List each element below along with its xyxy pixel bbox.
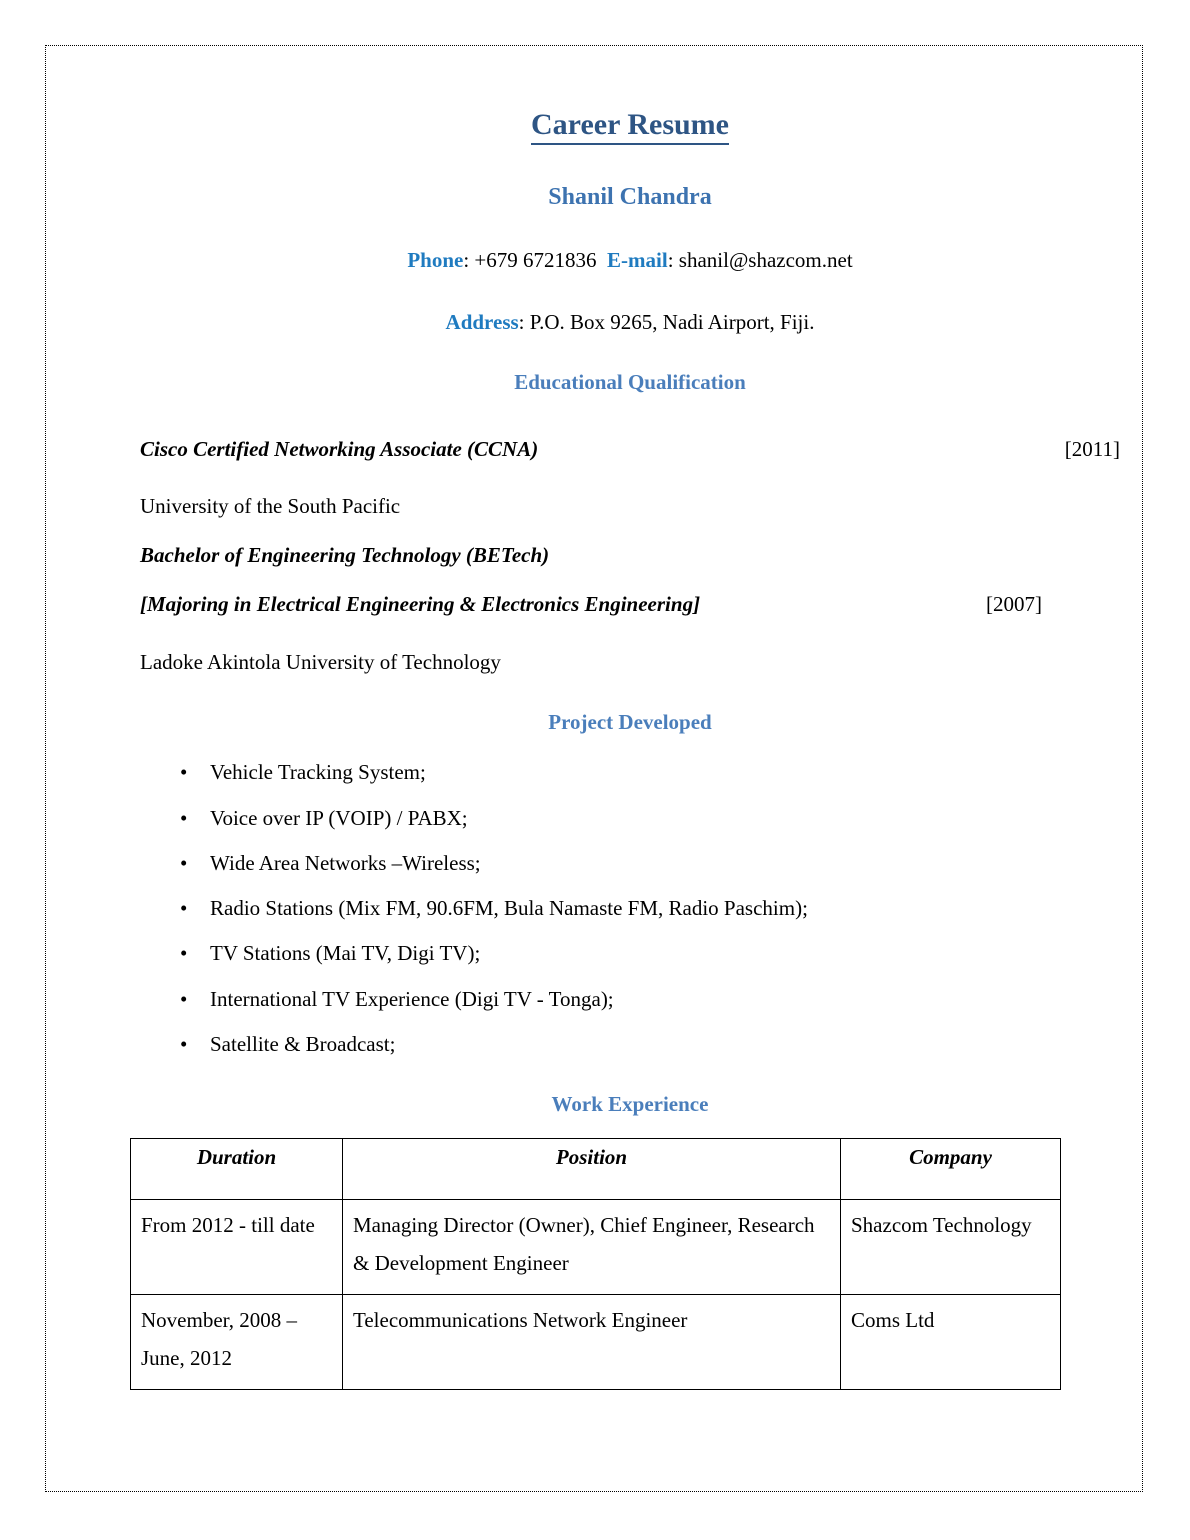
- bullet-icon: •: [180, 896, 188, 921]
- phone-colon: :: [463, 247, 470, 272]
- contact-address-line: [140, 274, 1120, 336]
- page-title: [140, 45, 1120, 143]
- table-header-row: [131, 1138, 1061, 1199]
- section-heading-education: Educational Qualification: [514, 370, 746, 395]
- cell-company: Shazcom Technology: [841, 1199, 1061, 1294]
- candidate-name: Shanil Chandra: [548, 184, 712, 210]
- email-label: E-mail: [607, 247, 668, 272]
- address-colon: :: [518, 310, 525, 335]
- list-item-label: Voice over IP (VOIP) / PABX;: [210, 805, 468, 830]
- education-school-betech: Ladoke Akintola University of Technology: [140, 649, 501, 674]
- list-item-label: Radio Stations (Mix FM, 90.6FM, Bula Namaste FM, Radio Paschim);: [210, 896, 808, 921]
- education-entries: [140, 396, 1120, 676]
- phone-label: Phone: [407, 247, 464, 272]
- cell-company: Coms Ltd: [841, 1294, 1061, 1389]
- project-list: [140, 735, 1120, 1058]
- list-item: [140, 759, 1120, 786]
- column-header-position: Position: [343, 1138, 841, 1199]
- phone-value: +679 6721836: [474, 247, 597, 272]
- education-major-betech: [Majoring in Electrical Engineering & Electronics Engineering]: [140, 592, 701, 617]
- education-entry-betech: [140, 520, 1120, 569]
- list-item: [140, 850, 1120, 877]
- bullet-icon: •: [180, 986, 188, 1011]
- section-heading-projects: Project Developed: [548, 710, 712, 735]
- education-school-ccna: University of the South Pacific: [140, 493, 401, 518]
- education-entry-ccna: [140, 414, 1120, 463]
- list-item-label: Satellite & Broadcast;: [210, 1032, 396, 1057]
- cell-duration: From 2012 - till date: [131, 1199, 343, 1294]
- education-year-betech: [2007]: [986, 592, 1042, 617]
- column-header-company: Company: [841, 1138, 1061, 1199]
- cell-duration: November, 2008 – June, 2012: [131, 1294, 343, 1389]
- list-item: [140, 986, 1120, 1013]
- section-heading-work-experience: Work Experience: [551, 1092, 709, 1117]
- list-item-label: International TV Experience (Digi TV - Tonga);: [210, 986, 614, 1011]
- cell-position: Managing Director (Owner), Chief Engineer, Research & Development Engineer: [343, 1199, 841, 1294]
- list-item-label: TV Stations (Mai TV, Digi TV);: [210, 941, 481, 966]
- column-header-duration: Duration: [131, 1138, 343, 1199]
- cell-position: Telecommunications Network Engineer: [343, 1294, 841, 1389]
- list-item: [140, 1031, 1120, 1058]
- email-colon: :: [667, 247, 674, 272]
- work-experience-table: [130, 1138, 1061, 1390]
- table-row: [131, 1294, 1061, 1389]
- address-label: Address: [445, 310, 519, 335]
- bullet-icon: •: [180, 850, 188, 875]
- contact-phone-email-line: [140, 212, 1120, 274]
- bullet-icon: •: [180, 805, 188, 830]
- list-item: [140, 895, 1120, 922]
- education-major-betech-row: [140, 569, 1120, 618]
- email-value: shanil@shazcom.net: [678, 247, 853, 272]
- table-row: [131, 1199, 1061, 1294]
- list-item-label: Wide Area Networks –Wireless;: [210, 850, 481, 875]
- work-experience-table-wrapper: [140, 1118, 1120, 1390]
- education-year-ccna: [2011]: [1064, 436, 1120, 461]
- list-item: [140, 940, 1120, 967]
- bullet-icon: •: [180, 941, 188, 966]
- education-degree-ccna: Cisco Certified Networking Associate (CCNA): [140, 436, 539, 461]
- address-value: P.O. Box 9265, Nadi Airport, Fiji.: [529, 310, 815, 335]
- bullet-icon: •: [180, 760, 188, 785]
- page-title-text: Career Resume: [531, 108, 729, 145]
- education-degree-betech: Bachelor of Engineering Technology (BETech): [140, 543, 550, 568]
- bullet-icon: •: [180, 1032, 188, 1057]
- list-item: [140, 805, 1120, 832]
- resume-content: [140, 45, 1120, 1390]
- list-item-label: Vehicle Tracking System;: [210, 760, 426, 785]
